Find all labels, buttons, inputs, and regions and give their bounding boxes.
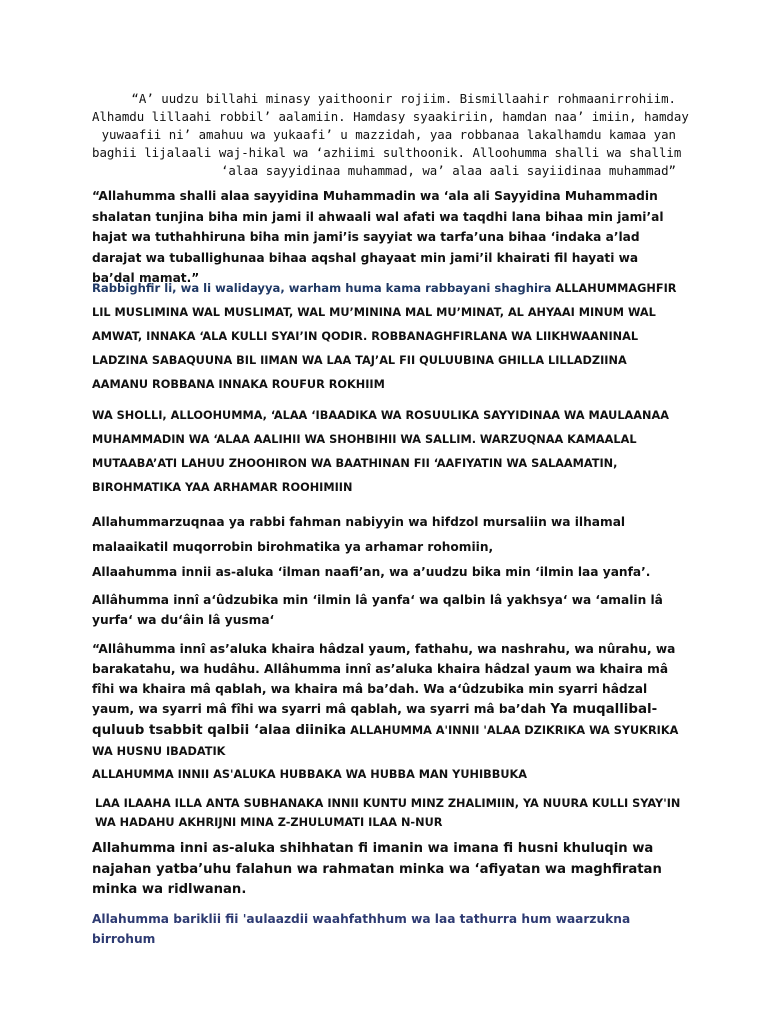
opening-prayer-line: “A’ uudzu billahi minasy yaithoonir rojiim. Bismillaahir rohmaanirrohiim. <box>131 91 676 106</box>
sholli-paragraph: WA SHOLLI, ALLOOHUMMA, ‘ALAA ‘IBAADIKA WA ROSUULIKA SAYYIDINAA WA MAULAANAA MUHAMMADIN WA ‘ALAA AALIHII WA SHOHBIHII WA SALLIM. WARZUQNAA KAMAALAL MUTAABA’ATI LAHUU ZHOOHIRON WA BAATHINAN FII ‘AAFIYATIN WA SALAAMATIN, BIROHMATIKA YAA ARHAMAR ROOHIMIIN <box>92 409 669 494</box>
good-of-day-text: “Allâhumma innî as’aluka khaira hâdzal yaum, fathahu, wa nashrahu, wa nûrahu, wa barakatahu, wa hudâhu. Allâhumma innî as’aluka khaira hâdzal yaum wa khaira mâ fîhi wa khaira mâ qablah, wa khaira mâ ba’dah. Wa a‘ûdzubika min syarri hâdzal yaum, wa syarri mâ fîhi wa syarri mâ qablah, wa syarri mâ ba’dah <box>92 642 676 716</box>
love-prayer-paragraph: ALLAHUMMA INNII AS'ALUKA HUBBAKA WA HUBBA MAN YUHIBBUKA <box>92 768 528 781</box>
steadfast-heart-text: Ya muqallibal-quluub tsabbit qalbii ‘alaa diinika <box>92 702 658 738</box>
health-prayer-paragraph: Allahumma inni as-aluka shihhatan fi imanin wa imana fi husni khuluqin wa najahan yatba’uhu falahun wa rahmatan minka wa ‘afiyatan wa maghfiratan minka wa ridlwanan. <box>92 841 662 897</box>
refuge-prayer-paragraph: Allâhumma innî a‘ûdzubika min ‘ilmin lâ yanfa‘ wa qalbin lâ yakhsya‘ wa ‘amalin lâ yurfa‘ wa du‘âin lâ yusma‘ <box>92 593 663 627</box>
children-blessing-paragraph: Allahumma bariklii fii 'aulaazdii waahfathhum wa laa tathurra hum waarzukna birrohum <box>92 912 631 946</box>
shalawat-paragraph: “Allahumma shalli alaa sayyidina Muhammadin wa ‘ala ali Sayyidina Muhammadin shalatan tunjina biha min jami il ahwaali wal afati wa taqdhi lana bihaa min jami’al hajat wa tuthahhiruna biha min jami’is sayyiat wa tarfa’una bihaa ‘indaka a’lad darajat wa tuballighunaa bihaa aqshal ghayaat min jami’il khairati fil hayati wa ba’dal mamat.” <box>92 189 664 285</box>
good-of-day-paragraph <box>92 639 682 762</box>
forgiveness-prayer-paragraph <box>92 276 682 397</box>
forgiveness-prayer-text: ALLAHUMMAGHFIR LIL MUSLIMINA WAL MUSLIMAT, WAL MU’MININA MAL MU’MINAT, AL AHYAAI MINUM WAL AMWAT, INNAKA ‘ALA KULLI SYAI’IN QODIR. ROBBANAGHFIRLANA WA LIIKHWAANINAL LADZINA SABAQUUNA BIL IIMAN WA LAA TAJ’AL FII QULUUBINA GHILLA LILLADZIINA AAMANU ROBBANA INNAKA ROUFUR ROKHIIM <box>92 282 677 391</box>
opening-prayer-line: baghii lijalaali waj-hikal wa ‘azhiimi sulthoonik. Alloohumma shalli wa shallim <box>92 145 682 160</box>
forgiveness-prayer-lead: Rabbighfir li, wa li walidayya, warham huma kama rabbayani shaghira <box>92 281 552 295</box>
beneficial-knowledge-paragraph: Allaahumma innii as-aluka ‘ilman naafi’an, wa a’uudzu bika min ‘ilmin laa yanfa’. <box>92 565 651 579</box>
opening-prayer-block <box>92 90 689 180</box>
remembrance-text: ALLAHUMMA A'INNII 'ALAA DZIKRIKA WA SYUKRIKA WA HUSNU IBADATIK <box>92 724 679 758</box>
opening-prayer-line: Alhamdu lillaahi robbil’ aalamiin. Hamdasy syaakiriin, hamdan naa’ imiin, hamday <box>92 109 689 124</box>
opening-prayer-line: yuwaafii ni’ amahuu wa yukaafi’ u mazzidah, yaa robbanaa lakalhamdu kamaa yan <box>101 127 676 142</box>
opening-prayer-line: ‘alaa sayyidinaa muhammad, wa’ alaa aali sayiidinaa muhammad” <box>220 163 676 178</box>
understanding-prayer-paragraph: Allahummarzuqnaa ya rabbi fahman nabiyyin wa hifdzol mursaliin wa ilhamal malaaikatil muqorrobin birohmatika ya arhamar rohomiin, <box>92 515 626 554</box>
laa-ilaaha-paragraph: LAA ILAAHA ILLA ANTA SUBHANAKA INNII KUNTU MINZ ZHALIMIIN, YA NUURA KULLI SYAY'IN WA HADAHU AKHRIJNI MINA Z-ZHULUMATI ILAA N-NUR <box>95 797 681 829</box>
